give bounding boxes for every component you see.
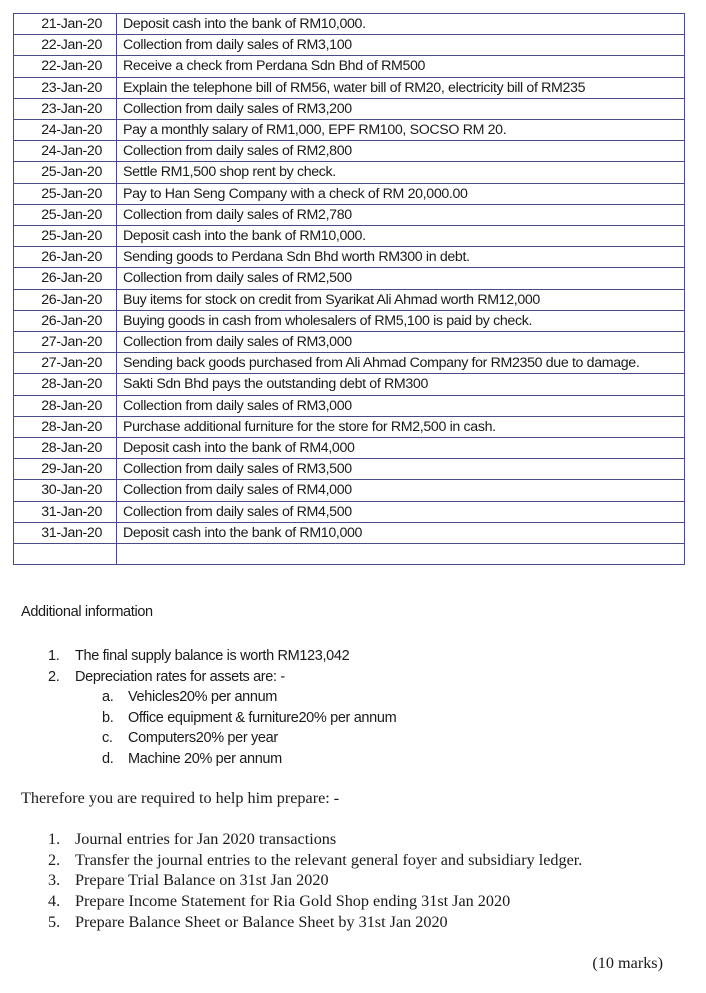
list-text: Prepare Income Statement for Ria Gold Shop ending 31st Jan 2020: [75, 892, 511, 911]
list-number: 3.: [48, 871, 61, 890]
list-number: 2.: [48, 668, 60, 685]
table-row: [14, 77, 685, 98]
table-row: [14, 204, 685, 225]
description-cell: Deposit cash into the bank of RM4,000: [117, 438, 685, 459]
date-cell: 30-Jan-20: [14, 480, 117, 501]
description-cell: Sending goods to Perdana Sdn Bhd worth RM300 in debt.: [117, 247, 685, 268]
list-text: Depreciation rates for assets are: -: [75, 668, 285, 685]
table-row: [14, 120, 685, 141]
table-row: [14, 35, 685, 56]
list-item: [48, 870, 582, 891]
list-text: Vehicles20% per annum: [128, 689, 278, 706]
list-item: [48, 667, 396, 770]
date-cell: 23-Jan-20: [14, 77, 117, 98]
list-text: Transfer the journal entries to the relevant general foyer and subsidiary ledger.: [75, 850, 583, 869]
description-cell: Collection from daily sales of RM3,200: [117, 98, 685, 119]
table-row: [14, 268, 685, 289]
table-row: [14, 141, 685, 162]
list-item: [48, 891, 582, 912]
list-item: [48, 646, 396, 667]
list-item: [102, 687, 396, 708]
date-cell: 25-Jan-20: [14, 204, 117, 225]
date-cell: 28-Jan-20: [14, 416, 117, 437]
date-cell: 28-Jan-20: [14, 374, 117, 395]
marks-label: (10 marks): [592, 954, 663, 972]
list-item: [102, 728, 396, 749]
table-row: [14, 332, 685, 353]
empty-table-row: [14, 544, 685, 565]
list-text: Machine 20% per annum: [128, 750, 282, 767]
table-row: [14, 14, 685, 35]
table-row: [14, 98, 685, 119]
date-cell: 24-Jan-20: [14, 120, 117, 141]
description-cell: Collection from daily sales of RM3,500: [117, 459, 685, 480]
date-cell: 23-Jan-20: [14, 98, 117, 119]
list-text: Office equipment & furniture20% per annum: [128, 709, 397, 726]
table-row: [14, 162, 685, 183]
description-cell: Deposit cash into the bank of RM10,000.: [117, 14, 685, 35]
list-letter: b.: [102, 709, 114, 726]
list-text: Prepare Trial Balance on 31st Jan 2020: [75, 871, 329, 890]
date-cell: 31-Jan-20: [14, 522, 117, 543]
date-cell: 28-Jan-20: [14, 438, 117, 459]
date-cell: 25-Jan-20: [14, 162, 117, 183]
list-number: 2.: [48, 850, 61, 869]
description-cell: Pay a monthly salary of RM1,000, EPF RM100, SOCSO RM 20.: [117, 120, 685, 141]
list-letter: d.: [102, 750, 114, 767]
table-row: [14, 522, 685, 543]
date-cell: 26-Jan-20: [14, 310, 117, 331]
date-cell: [14, 544, 117, 565]
date-cell: 29-Jan-20: [14, 459, 117, 480]
description-cell: Sakti Sdn Bhd pays the outstanding debt of RM300: [117, 374, 685, 395]
description-cell: Explain the telephone bill of RM56, water bill of RM20, electricity bill of RM235: [117, 77, 685, 98]
table-row: [14, 416, 685, 437]
date-cell: 22-Jan-20: [14, 35, 117, 56]
table-row: [14, 56, 685, 77]
description-cell: Collection from daily sales of RM3,000: [117, 395, 685, 416]
description-cell: Buy items for stock on credit from Syarikat Ali Ahmad worth RM12,000: [117, 289, 685, 310]
table-row: [14, 438, 685, 459]
description-cell: Receive a check from Perdana Sdn Bhd of RM500: [117, 56, 685, 77]
list-item: [48, 829, 582, 850]
date-cell: 24-Jan-20: [14, 141, 117, 162]
description-cell: Collection from daily sales of RM2,800: [117, 141, 685, 162]
date-cell: 26-Jan-20: [14, 247, 117, 268]
description-cell: Collection from daily sales of RM4,000: [117, 480, 685, 501]
table-row: [14, 183, 685, 204]
date-cell: 26-Jan-20: [14, 268, 117, 289]
description-cell: Collection from daily sales of RM2,780: [117, 204, 685, 225]
description-cell: Deposit cash into the bank of RM10,000: [117, 522, 685, 543]
date-cell: 25-Jan-20: [14, 183, 117, 204]
date-cell: 21-Jan-20: [14, 14, 117, 35]
list-text: Prepare Balance Sheet or Balance Sheet by 31st Jan 2020: [75, 912, 448, 931]
description-cell: Buying goods in cash from wholesalers of RM5,100 is paid by check.: [117, 310, 685, 331]
list-number: 4.: [48, 892, 61, 911]
table-row: [14, 501, 685, 522]
description-cell: [117, 544, 685, 565]
table-row: [14, 310, 685, 331]
date-cell: 28-Jan-20: [14, 395, 117, 416]
description-cell: Pay to Han Seng Company with a check of RM 20,000.00: [117, 183, 685, 204]
description-cell: Deposit cash into the bank of RM10,000.: [117, 226, 685, 247]
table-row: [14, 289, 685, 310]
description-cell: Collection from daily sales of RM3,100: [117, 35, 685, 56]
transactions-body: [14, 14, 685, 565]
description-cell: Purchase additional furniture for the store for RM2,500 in cash.: [117, 416, 685, 437]
additional-info-list: [48, 646, 396, 770]
requirements-list: [48, 829, 582, 933]
table-row: [14, 374, 685, 395]
description-cell: Collection from daily sales of RM4,500: [117, 501, 685, 522]
table-row: [14, 353, 685, 374]
table-row: [14, 395, 685, 416]
list-number: 5.: [48, 912, 61, 931]
table-row: [14, 247, 685, 268]
description-cell: Settle RM1,500 shop rent by check.: [117, 162, 685, 183]
list-letter: a.: [102, 689, 114, 706]
list-item: [48, 912, 582, 933]
list-number: 1.: [48, 830, 61, 848]
list-letter: c.: [102, 730, 113, 747]
date-cell: 27-Jan-20: [14, 332, 117, 353]
additional-info-heading: Additional information: [21, 604, 153, 620]
requirements-intro: Therefore you are required to help him prepare: -: [21, 789, 340, 807]
table-row: [14, 480, 685, 501]
list-text: Computers20% per year: [128, 730, 278, 747]
table-row: [14, 226, 685, 247]
description-cell: Collection from daily sales of RM3,000: [117, 332, 685, 353]
date-cell: 26-Jan-20: [14, 289, 117, 310]
list-item: [48, 850, 582, 871]
list-text: The final supply balance is worth RM123,042: [75, 648, 350, 664]
description-cell: Sending back goods purchased from Ali Ahmad Company for RM2350 due to damage.: [117, 353, 685, 374]
date-cell: 25-Jan-20: [14, 226, 117, 247]
table-row: [14, 459, 685, 480]
date-cell: 31-Jan-20: [14, 501, 117, 522]
list-number: 1.: [48, 648, 60, 664]
depreciation-rates-list: [48, 687, 396, 769]
transactions-table: [13, 13, 685, 565]
list-text: Journal entries for Jan 2020 transactions: [75, 830, 337, 848]
description-cell: Collection from daily sales of RM2,500: [117, 268, 685, 289]
date-cell: 27-Jan-20: [14, 353, 117, 374]
list-item: [102, 749, 396, 770]
date-cell: 22-Jan-20: [14, 56, 117, 77]
list-item: [102, 708, 396, 729]
